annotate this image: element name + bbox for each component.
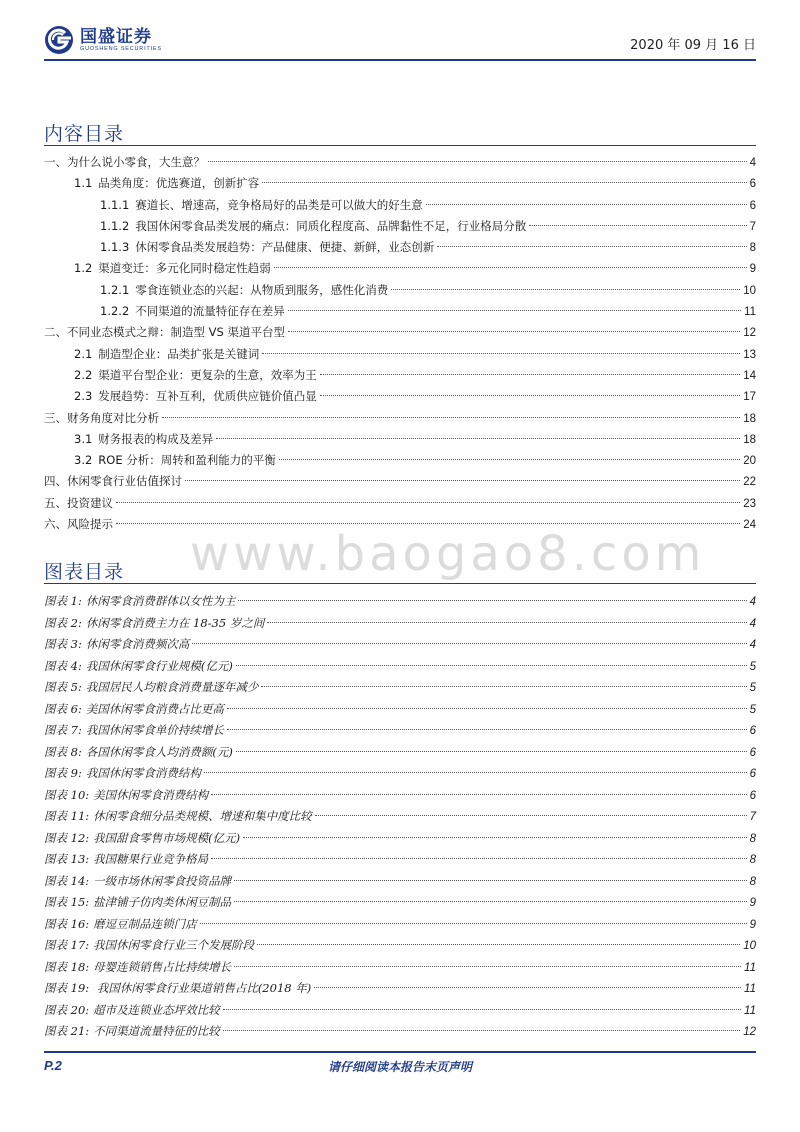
figure-entry[interactable] [44, 785, 756, 807]
figure-entry-number: 图表 16: [44, 916, 90, 931]
toc-entry-text: 渠道变迁：多元化同时稳定性趋弱 [98, 261, 271, 276]
figure-entry-page: 6 [749, 789, 756, 802]
toc-entry-label [44, 322, 285, 343]
figure-entry-label [44, 677, 258, 699]
toc-entry-page: 4 [749, 157, 756, 169]
logo-english-name: GUOSHENG SECURITIES [80, 45, 162, 52]
toc-entry-page: 8 [749, 242, 756, 255]
figure-entry-page: 8 [749, 832, 756, 845]
watermark: www.baogao8.com [190, 526, 706, 582]
toc-entry[interactable] [44, 386, 756, 407]
figure-entry-label [44, 892, 231, 914]
toc-entry-page: 11 [744, 306, 756, 319]
figure-entry-text: 美国休闲零食消费结构 [93, 787, 209, 802]
dot-leader [315, 815, 747, 816]
toc-entry-text: 品类角度：优选赛道，创新扩容 [98, 176, 260, 191]
dot-leader [223, 1009, 741, 1010]
toc-entry[interactable] [44, 365, 756, 386]
toc-entry-label [74, 365, 317, 386]
toc-entry-text: 不同渠道的流量特征存在差异 [135, 304, 285, 319]
figure-entry-label [44, 1021, 220, 1043]
figure-entry[interactable] [44, 935, 756, 957]
dot-leader [234, 901, 746, 902]
figure-entry[interactable] [44, 978, 756, 1000]
figure-entry[interactable] [44, 806, 756, 828]
toc-entry-label [100, 195, 423, 216]
toc-entry-page: 13 [743, 348, 756, 361]
toc-entry[interactable] [44, 216, 756, 237]
figure-entry-number: 图表 9: [44, 766, 82, 780]
dot-leader [257, 944, 740, 945]
toc-entry-number: 1.2.1 [100, 282, 130, 297]
figures-list [44, 591, 756, 1043]
figure-entry-number: 图表 21: [44, 1024, 90, 1038]
toc-entry-text: 赛道长、增速高，竞争格局好的品类是可以做大的好生意 [135, 197, 423, 212]
figure-entry-number: 图表 8: [44, 744, 82, 759]
toc-entry-number: 1.1.1 [100, 197, 130, 212]
toc-entry[interactable] [44, 237, 756, 258]
toc-entry-label [100, 237, 434, 258]
figure-entry-page: 6 [749, 725, 756, 737]
figure-entry-page: 6 [749, 746, 756, 759]
figure-entry[interactable] [44, 957, 756, 979]
header-divider [44, 59, 756, 61]
toc-entry-number: 3.2 [74, 453, 93, 468]
figure-entry[interactable] [44, 699, 756, 721]
figure-entry[interactable] [44, 634, 756, 656]
dot-leader [279, 459, 740, 460]
figure-entry[interactable] [44, 591, 756, 613]
report-date: 2020 年 09 月 16 日 [630, 38, 756, 53]
figure-entry-page: 4 [749, 639, 756, 651]
figure-entry-number: 图表 14: [44, 873, 90, 888]
page-number: P.2 [44, 1058, 62, 1073]
figure-entry[interactable] [44, 849, 756, 871]
figure-entry[interactable] [44, 892, 756, 914]
toc-entry-number: 1.2 [74, 261, 93, 276]
toc-entry-label [74, 258, 271, 279]
figure-entry-label [44, 763, 201, 785]
toc-title: 内容目录 [44, 123, 125, 145]
toc-entry-text: 渠道平台型企业：更复杂的生意，效率为王 [98, 367, 317, 382]
toc-entry-page: 6 [749, 199, 756, 212]
figure-entry-number: 图表 11: [44, 809, 90, 823]
dot-leader [216, 438, 740, 439]
footer-divider [44, 1051, 756, 1053]
figure-entry-text: 我国休闲零食单价持续增长 [85, 723, 224, 737]
toc-list [44, 152, 756, 535]
dot-leader [211, 858, 746, 859]
figure-entry-number: 图表 6: [44, 701, 82, 716]
figure-entry-label [44, 871, 231, 893]
toc-entry-text: 五、投资建议 [44, 495, 113, 510]
figure-entry-number: 图表 4: [44, 658, 82, 673]
figure-entry[interactable] [44, 1000, 756, 1022]
figure-entry-text: 我国糖果行业竞争格局 [93, 852, 209, 866]
disclaimer-note: 请仔细阅读本报告末页声明 [327, 1060, 472, 1074]
figure-entry-page: 8 [749, 854, 756, 866]
toc-entry-number: 1.1.2 [100, 218, 130, 233]
toc-entry-text: 休闲零食品类发展趋势：产品健康、便捷、新鲜，业态创新 [135, 240, 435, 255]
toc-entry-label [44, 408, 159, 429]
toc-entry[interactable] [44, 173, 756, 194]
figure-entry-number: 图表 7: [44, 723, 82, 737]
toc-entry-label [44, 493, 113, 514]
toc-entry-page: 9 [749, 263, 756, 276]
figures-title-divider [44, 583, 756, 584]
figure-entry-text: 休闲零食消费频次高 [85, 637, 190, 651]
toc-entry-text: 我国休闲零食品类发展的痛点：同质化程度高、品牌黏性不足，行业格局分散 [135, 218, 527, 233]
figure-entry-page: 7 [749, 811, 756, 823]
toc-entry[interactable] [44, 258, 756, 279]
figure-entry[interactable] [44, 720, 756, 742]
company-logo [44, 24, 162, 56]
toc-entry-label [100, 301, 285, 322]
figure-entry-label [44, 742, 233, 764]
figure-entry-text: 我国休闲零食行业规模(亿元) [85, 658, 233, 673]
figure-entry-label [44, 613, 264, 635]
figure-entry-text: 休闲零食细分品类规模、增速和集中度比较 [93, 809, 312, 823]
toc-entry-label [100, 280, 388, 301]
toc-entry-text: 财务报表的构成及差异 [98, 431, 214, 446]
figure-entry-number: 图表 20: [44, 1002, 90, 1017]
logo-icon [44, 25, 74, 55]
toc-entry-number: 2.2 [74, 367, 93, 382]
figure-entry-text: 盐津铺子仿肉类休闲豆制品 [93, 895, 232, 909]
figure-entry-page: 10 [743, 940, 756, 952]
dot-leader [223, 1030, 741, 1031]
figure-entry-number: 图表 13: [44, 852, 90, 866]
figure-entry-label [44, 591, 235, 613]
toc-entry[interactable] [44, 344, 756, 365]
figure-entry-label [44, 957, 231, 979]
dot-leader [314, 987, 741, 988]
toc-entry-text: 四、休闲零食行业估值探讨 [44, 474, 182, 489]
dot-leader [288, 331, 740, 332]
figure-entry-text: 休闲零食消费群体以女性为主 [85, 594, 236, 608]
toc-entry-label [44, 514, 113, 535]
dot-leader [185, 480, 740, 481]
toc-entry-number: 3.1 [74, 431, 93, 446]
dot-leader [261, 686, 746, 687]
dot-leader [320, 374, 740, 375]
figure-entry-text: 母婴连锁销售占比持续增长 [93, 959, 232, 974]
dot-leader [211, 794, 746, 795]
toc-entry[interactable] [44, 493, 756, 514]
toc-entry[interactable] [44, 408, 756, 429]
dot-leader [116, 502, 740, 503]
toc-entry-page: 20 [743, 455, 756, 468]
figure-entry[interactable] [44, 677, 756, 699]
figure-entry-number: 图表 3: [44, 637, 82, 651]
toc-entry-page: 22 [743, 476, 756, 489]
figure-entry-label [44, 785, 208, 807]
toc-entry-page: 18 [743, 433, 756, 446]
figure-entry-page: 12 [743, 1026, 756, 1038]
toc-entry-page: 12 [743, 327, 756, 340]
toc-entry[interactable] [44, 301, 756, 322]
dot-leader [320, 395, 740, 396]
toc-entry-text: 制造型企业：品类扩张是关键词 [98, 346, 260, 361]
figure-entry-page: 5 [749, 660, 756, 673]
toc-entry[interactable] [44, 450, 756, 471]
dot-leader [437, 246, 746, 247]
dot-leader [262, 353, 740, 354]
toc-entry-page: 24 [743, 519, 756, 532]
figure-entry-label [44, 914, 197, 936]
figure-entry-number: 图表 1: [44, 594, 82, 608]
figure-entry-text: 我国休闲零食行业渠道销售占比(2018 年) [93, 981, 312, 995]
figure-entry-page: 6 [749, 768, 756, 780]
dot-leader [200, 923, 747, 924]
figure-entry-text: 我国休闲零食消费结构 [85, 766, 201, 780]
figure-entry-text: 我国居民人均粮食消费量逐年减少 [85, 680, 259, 694]
figure-entry[interactable] [44, 613, 756, 635]
toc-entry-page: 10 [743, 284, 756, 297]
figure-entry-label [44, 656, 233, 678]
toc-entry-number: 1.2.2 [100, 304, 130, 319]
toc-entry-label [74, 386, 317, 407]
dot-leader [204, 772, 747, 773]
figure-entry-number: 图表 5: [44, 680, 82, 694]
dot-leader [391, 289, 740, 290]
toc-entry[interactable] [44, 471, 756, 492]
toc-entry-text: 一、为什么说小零食，大生意？ [44, 155, 205, 169]
figure-entry-page: 4 [749, 596, 756, 608]
figure-entry-number: 图表 18: [44, 959, 90, 974]
toc-entry-number: 2.3 [74, 389, 93, 404]
toc-entry-label [74, 450, 276, 471]
figure-entry-label [44, 806, 312, 828]
figure-entry-number: 图表 15: [44, 895, 90, 909]
figure-entry-label [44, 828, 240, 850]
figure-entry-label [44, 978, 311, 1000]
toc-entry-number: 1.1 [74, 176, 93, 191]
figure-entry-page: 8 [749, 875, 756, 888]
dot-leader [288, 310, 741, 311]
toc-entry-page: 17 [743, 391, 756, 404]
figure-entry-text: 我国甜食零售市场规模(亿元) [93, 830, 241, 845]
dot-leader [116, 523, 740, 524]
figure-entry-label [44, 699, 224, 721]
dot-leader [227, 729, 747, 730]
figure-entry[interactable] [44, 656, 756, 678]
toc-entry-number: 2.1 [74, 346, 93, 361]
figure-entry-number: 图表 12: [44, 830, 90, 845]
figure-entry-page: 5 [749, 682, 756, 694]
toc-entry-text: 六、风险提示 [44, 517, 113, 532]
dot-leader [227, 708, 747, 709]
logo-chinese-name: 国盛证券 [80, 26, 152, 47]
figure-entry-page: 9 [749, 918, 756, 931]
dot-leader [267, 622, 746, 623]
figure-entry-text: 美国休闲零食消费占比更高 [85, 701, 224, 716]
toc-entry-page: 23 [743, 497, 756, 510]
figure-entry-label [44, 849, 208, 871]
toc-entry-page: 18 [743, 412, 756, 425]
toc-entry-label [44, 152, 205, 173]
figure-entry-page: 5 [749, 703, 756, 716]
figure-entry-text: 超市及连锁业态坪效比较 [93, 1002, 220, 1017]
dot-leader [234, 880, 746, 881]
figure-entry-number: 图表 17: [44, 938, 90, 952]
toc-entry-text: 三、财务角度对比分析 [44, 410, 159, 425]
toc-entry-text: ROE 分析：周转和盈利能力的平衡 [98, 453, 276, 468]
toc-title-divider [44, 145, 756, 146]
dot-leader [426, 204, 747, 205]
toc-entry-label [74, 429, 213, 450]
dot-leader [243, 837, 746, 838]
figure-entry-text: 一级市场休闲零食投资品牌 [93, 873, 232, 888]
toc-entry-text: 发展趋势：互补互利，优质供应链价值凸显 [98, 389, 317, 404]
figure-entry-label [44, 1000, 220, 1022]
toc-entry-label [44, 471, 182, 492]
figure-entry-page: 11 [744, 961, 756, 974]
figure-entry-label [44, 720, 224, 742]
figure-entry-text: 各国休闲零食人均消费额(元) [85, 744, 233, 759]
figure-entry-number: 图表 19: [44, 981, 90, 995]
dot-leader [274, 267, 747, 268]
figure-entry[interactable] [44, 1021, 756, 1043]
toc-entry-number: 1.1.3 [100, 240, 130, 255]
toc-entry-text: 零食连锁业态的兴起：从物质到服务，感性化消费 [135, 282, 389, 297]
figure-entry-text: 磨逗豆制品连锁门店 [93, 916, 197, 931]
figure-entry-text: 休闲零食消费主力在 18-35 岁之间 [85, 615, 265, 630]
figures-title: 图表目录 [44, 561, 125, 583]
figure-entry-text: 不同渠道流量特征的比较 [93, 1024, 220, 1038]
dot-leader [208, 161, 747, 162]
toc-entry-page: 6 [749, 178, 756, 191]
toc-entry-label [74, 173, 259, 194]
page-header [44, 24, 756, 56]
figure-entry-page: 9 [749, 897, 756, 909]
toc-entry[interactable] [44, 322, 756, 343]
toc-entry-label [100, 216, 526, 237]
toc-entry-label [74, 344, 259, 365]
figure-entry-page: 4 [749, 617, 756, 630]
toc-entry[interactable] [44, 152, 756, 173]
dot-leader [192, 643, 746, 644]
figure-entry-number: 图表 2: [44, 615, 82, 630]
figure-entry[interactable] [44, 742, 756, 764]
toc-entry[interactable] [44, 429, 756, 450]
dot-leader [236, 751, 747, 752]
figure-entry-text: 我国休闲零食行业三个发展阶段 [93, 938, 255, 952]
figure-entry-page: 11 [744, 983, 756, 995]
toc-entry-text: 二、不同业态模式之辩：制造型 VS 渠道平台型 [44, 325, 285, 340]
figure-entry-number: 图表 10: [44, 787, 90, 802]
dot-leader [234, 966, 741, 967]
figure-entry[interactable] [44, 914, 756, 936]
figure-entry-label [44, 634, 189, 656]
figure-entry-page: 11 [744, 1004, 756, 1017]
toc-entry-page: 7 [749, 220, 756, 233]
figure-entry-label [44, 935, 254, 957]
dot-leader [262, 182, 746, 183]
dot-leader [529, 225, 746, 226]
toc-entry[interactable] [44, 195, 756, 216]
figure-entry[interactable] [44, 763, 756, 785]
toc-entry-page: 14 [743, 369, 756, 382]
dot-leader [236, 665, 747, 666]
figure-entry[interactable] [44, 871, 756, 893]
dot-leader [162, 417, 740, 418]
figure-entry[interactable] [44, 828, 756, 850]
dot-leader [238, 600, 746, 601]
toc-entry[interactable] [44, 280, 756, 301]
